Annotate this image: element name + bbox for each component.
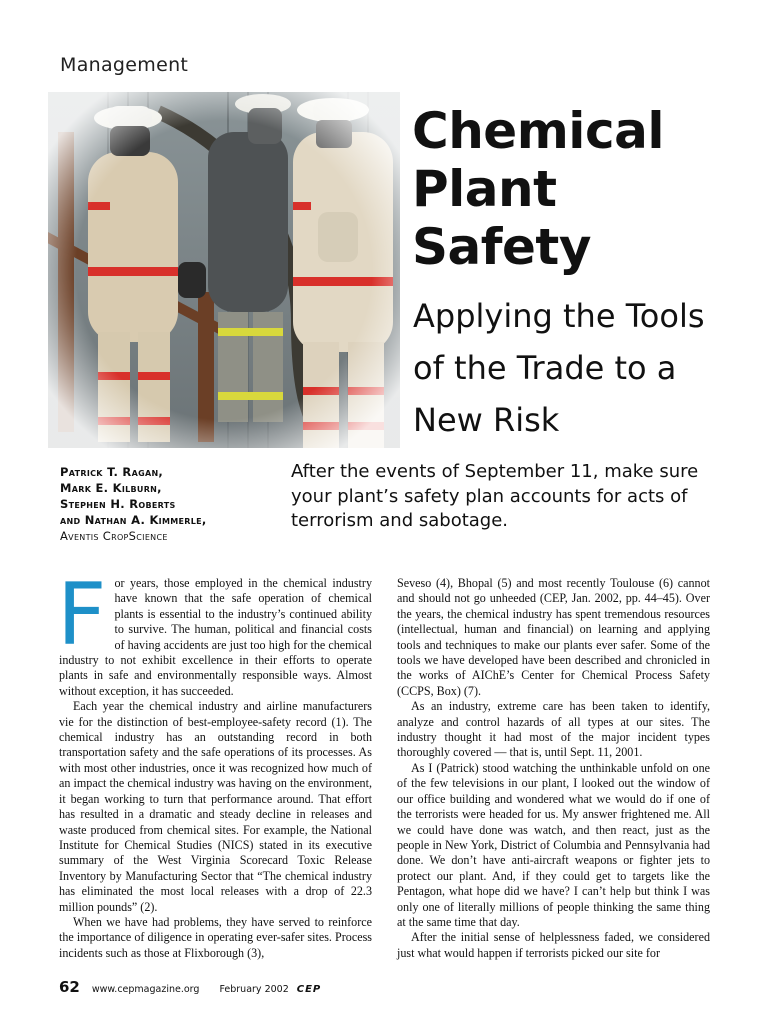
body-paragraph: After the initial sense of helplessness faded, we considered just what would happen if terrorists picked our site for	[397, 930, 710, 960]
page-number: 62	[59, 978, 80, 996]
section-label: Management	[60, 54, 189, 76]
firefighters-photo	[48, 92, 400, 448]
body-paragraph: When we have had problems, they have served to reinforce the importance of diligence in operating ever-safer sites. Process incidents such as those at Flixborough (3),	[59, 914, 372, 960]
author-name: and Nathan A. Kimmerle,	[60, 513, 207, 527]
subtitle-line: Applying the Tools	[413, 297, 705, 335]
article-deck: After the events of September 11, make sure your plant’s safety plan accounts for acts of terrorism and sabotage.	[291, 461, 699, 531]
body-paragraph: Seveso (4), Bhopal (5) and most recently Toulouse (6) cannot and should not go unheeded (CEP, Jan. 2002, pp. 44–45). Over the years, the chemical industry has spent tremendous resources (intellectual, human and financial) on learning and applying tools and techniques to make our plants ever safer. Some of the tools we have developed have been described and chronicled in the works of AIChE’s Center for Chemical Process Safety (CCPS, Box) (7).	[397, 576, 710, 698]
footer-date: February 2002	[219, 984, 289, 995]
footer-url: www.cepmagazine.org	[91, 984, 200, 995]
author-name: Mark E. Kilburn,	[60, 481, 162, 495]
body-paragraph: As I (Patrick) stood watching the unthinkable unfold on one of the few televisions in our plant, I looked out the window of our office building and wondered what we would do if one of the terrorists were headed for us. My answer frightened me. All we could have done was watch, and then react, just as the people in New York, District of Columbia and Pennsylvania had done. We don’t have anti-aircraft weapons or fighter jets to protect our plant. And, if they could get to targets like the Pentagon, what hope did we have? I can’t help but think I was only one of literally millions of people thinking the same thing at the same time that day.	[397, 760, 710, 929]
page-footer	[59, 978, 321, 1000]
body-column-left	[57, 565, 372, 961]
author-affiliation: Aventis CropScience	[60, 529, 168, 543]
magazine-logo: CEP	[296, 984, 322, 995]
article-title	[412, 102, 732, 276]
body-paragraph: As an industry, extreme care has been taken to identify, analyze and control hazards of all types at our sites. The industry thought it had most of the major incident types thoroughly covered — that is, until Sept. 11, 2001.	[397, 699, 710, 760]
title-line: Safety	[412, 218, 591, 276]
subtitle-line: of the Trade to a	[413, 349, 677, 387]
article-subtitle	[413, 290, 733, 446]
author-name: Stephen H. Roberts	[60, 497, 176, 511]
photo-illustration	[48, 92, 400, 448]
author-name: Patrick T. Ragan,	[60, 465, 164, 479]
title-line: Plant	[412, 160, 557, 218]
body-column-right	[397, 576, 710, 961]
body-paragraph	[57, 565, 372, 699]
drop-cap: F	[57, 565, 107, 665]
author-list	[60, 464, 300, 544]
paragraph-text: or years, those employed in the chemical industry have known that the safe operation of chemical plants is essential to the industry’s continued ability to survive. The human, political and financial costs of having accidents are just too high for the chemical industry to not exhibit excellence in their efforts to operate plants in safe and environmentally responsible ways. Almost without exception, it has succeeded.	[59, 576, 372, 698]
body-paragraph: Each year the chemical industry and airline manufacturers vie for the distinction of best-employee-safety record (1). The chemical industry has an outstanding record in both transportation safety and the safe operations of its processes. As with most other industries, once it was recognized how much of an impact the chemical industry was having on the environment, it began working to turn that performance around. That effort has resulted in a dramatic and steady decline in releases and waste produced from chemical sites. For example, the National Institute for Chemical Studies (NICS) stated in its executive summary of the West Virginia Scorecard Toxic Release Inventory by Manufacturing Sector that “The chemical industry has eliminated the most local releases with a drop of 22.3 million pounds” (2).	[59, 699, 372, 914]
subtitle-line: New Risk	[413, 401, 560, 439]
title-line: Chemical	[412, 102, 664, 160]
